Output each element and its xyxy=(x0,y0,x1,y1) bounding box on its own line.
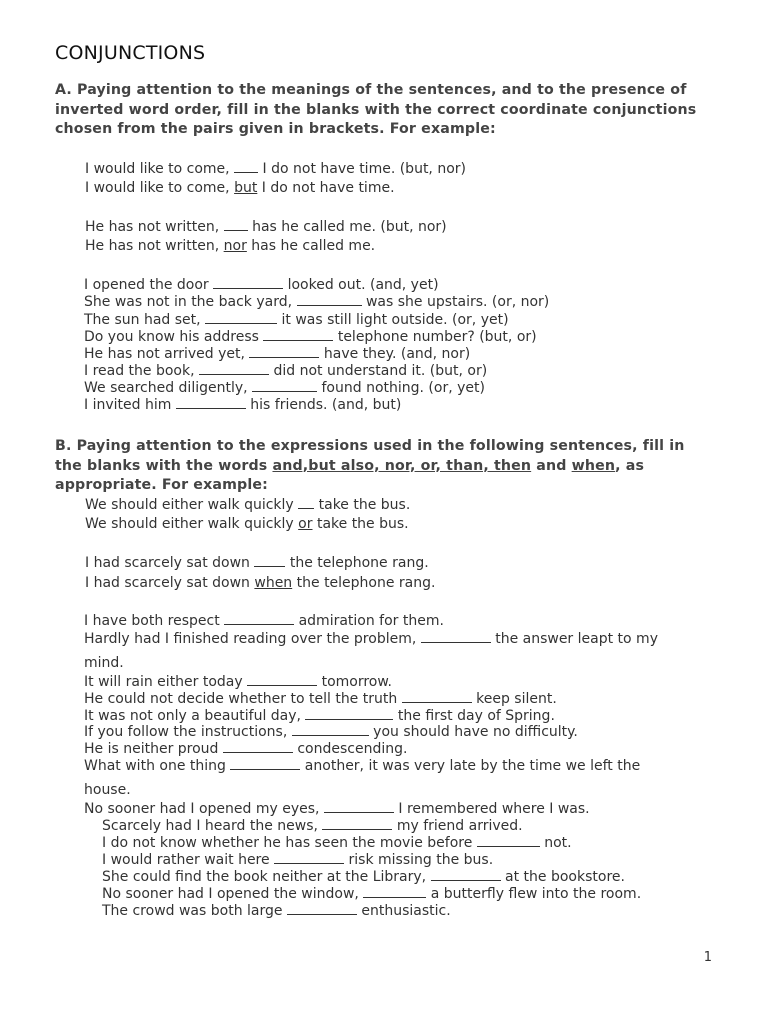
item-sentence: I read the book, did not understand it. (but, or) xyxy=(84,363,488,379)
example-line: He has not written, nor has he called me. xyxy=(85,238,376,254)
answer-blank[interactable] xyxy=(322,817,392,830)
answer-blank[interactable] xyxy=(292,723,369,736)
answer-blank[interactable] xyxy=(263,328,333,341)
answer-blank xyxy=(298,496,314,509)
item-sentence: The crowd was both large enthusiastic. xyxy=(102,903,451,919)
answer-blank[interactable] xyxy=(223,740,293,753)
item-sentence: He has not arrived yet, have they. (and, nor) xyxy=(84,346,471,362)
item-sentence: No sooner had I opened the window, a butterfly flew into the room. xyxy=(102,886,642,902)
answer-blank[interactable] xyxy=(305,707,393,720)
answer-blank[interactable] xyxy=(176,396,246,409)
item-sentence: Do you know his address telephone number? (but, or) xyxy=(84,329,537,345)
item-sentence: She could find the book neither at the Library, at the bookstore. xyxy=(102,869,625,885)
example-line: We should either walk quickly or take the bus. xyxy=(85,516,409,532)
word-when: when xyxy=(571,457,616,474)
item-sentence: Scarcely had I heard the news, my friend arrived. xyxy=(102,818,523,834)
answer-blank[interactable] xyxy=(402,690,472,703)
answer-blank[interactable] xyxy=(247,673,317,686)
item-sentence: The sun had set, it was still light outside. (or, yet) xyxy=(84,312,509,328)
answer-blank[interactable] xyxy=(230,757,300,770)
answer-blank xyxy=(224,218,248,231)
example-line: He has not written, has he called me. (but, nor) xyxy=(85,219,447,235)
section-a-instructions: A. Paying attention to the meanings of the sentences, and to the presence of inverted word order, fill in the blanks with the correct coordinate conjunctions chosen from the pairs given in brackets. For example: xyxy=(55,82,697,137)
item-sentence: I do not know whether he has seen the movie before not. xyxy=(102,835,572,851)
page-number: 1 xyxy=(703,950,712,965)
word-list: and,but also, nor, or, than, then xyxy=(272,457,532,474)
item-sentence: We searched diligently, found nothing. (or, yet) xyxy=(84,380,485,396)
example-answer: but xyxy=(234,180,258,196)
answer-blank[interactable] xyxy=(274,851,344,864)
example-answer: when xyxy=(254,575,293,591)
item-sentence: Hardly had I finished reading over the problem, the answer leapt to my xyxy=(84,631,658,647)
item-sentence: I opened the door looked out. (and, yet) xyxy=(84,277,439,293)
example-line: I would like to come, but I do not have time. xyxy=(85,180,395,196)
item-sentence: If you follow the instructions, you should have no difficulty. xyxy=(84,724,578,740)
answer-blank[interactable] xyxy=(421,630,491,643)
item-continuation: house. xyxy=(84,782,131,798)
answer-blank xyxy=(254,554,285,567)
section-b-instructions: B. Paying attention to the expressions used in the following sentences, fill in the blanks with the words and,but also, nor, or, than, then and when, as appropriate. For example: xyxy=(55,438,685,493)
answer-blank[interactable] xyxy=(249,345,319,358)
item-continuation: mind. xyxy=(84,655,124,671)
example-answer: nor xyxy=(223,238,247,254)
item-sentence: I invited him his friends. (and, but) xyxy=(84,397,402,413)
answer-blank xyxy=(234,160,258,173)
item-sentence: I would rather wait here risk missing the bus. xyxy=(102,852,494,868)
item-sentence: He could not decide whether to tell the truth keep silent. xyxy=(84,691,557,707)
item-sentence: It will rain either today tomorrow. xyxy=(84,674,392,690)
answer-blank[interactable] xyxy=(363,885,426,898)
answer-blank[interactable] xyxy=(477,834,540,847)
example-line: I would like to come, I do not have time. (but, nor) xyxy=(85,161,466,177)
answer-blank[interactable] xyxy=(297,293,362,306)
item-sentence: No sooner had I opened my eyes, I remembered where I was. xyxy=(84,801,590,817)
item-sentence: It was not only a beautiful day, the first day of Spring. xyxy=(84,708,555,724)
answer-blank[interactable] xyxy=(213,276,283,289)
page-title: CONJUNCTIONS xyxy=(55,42,206,64)
answer-blank[interactable] xyxy=(287,902,357,915)
item-sentence: She was not in the back yard, was she upstairs. (or, nor) xyxy=(84,294,550,310)
item-sentence: What with one thing another, it was very late by the time we left the xyxy=(84,758,641,774)
answer-blank[interactable] xyxy=(224,612,294,625)
example-answer: or xyxy=(298,516,313,532)
example-line: I had scarcely sat down the telephone rang. xyxy=(85,555,429,571)
answer-blank[interactable] xyxy=(324,800,394,813)
example-line: We should either walk quickly take the bus. xyxy=(85,497,411,513)
answer-blank[interactable] xyxy=(199,362,269,375)
example-line: I had scarcely sat down when the telephone rang. xyxy=(85,575,436,591)
answer-blank[interactable] xyxy=(431,868,501,881)
item-sentence: I have both respect admiration for them. xyxy=(84,613,444,629)
item-sentence: He is neither proud condescending. xyxy=(84,741,408,757)
answer-blank[interactable] xyxy=(205,311,277,324)
answer-blank[interactable] xyxy=(252,379,317,392)
